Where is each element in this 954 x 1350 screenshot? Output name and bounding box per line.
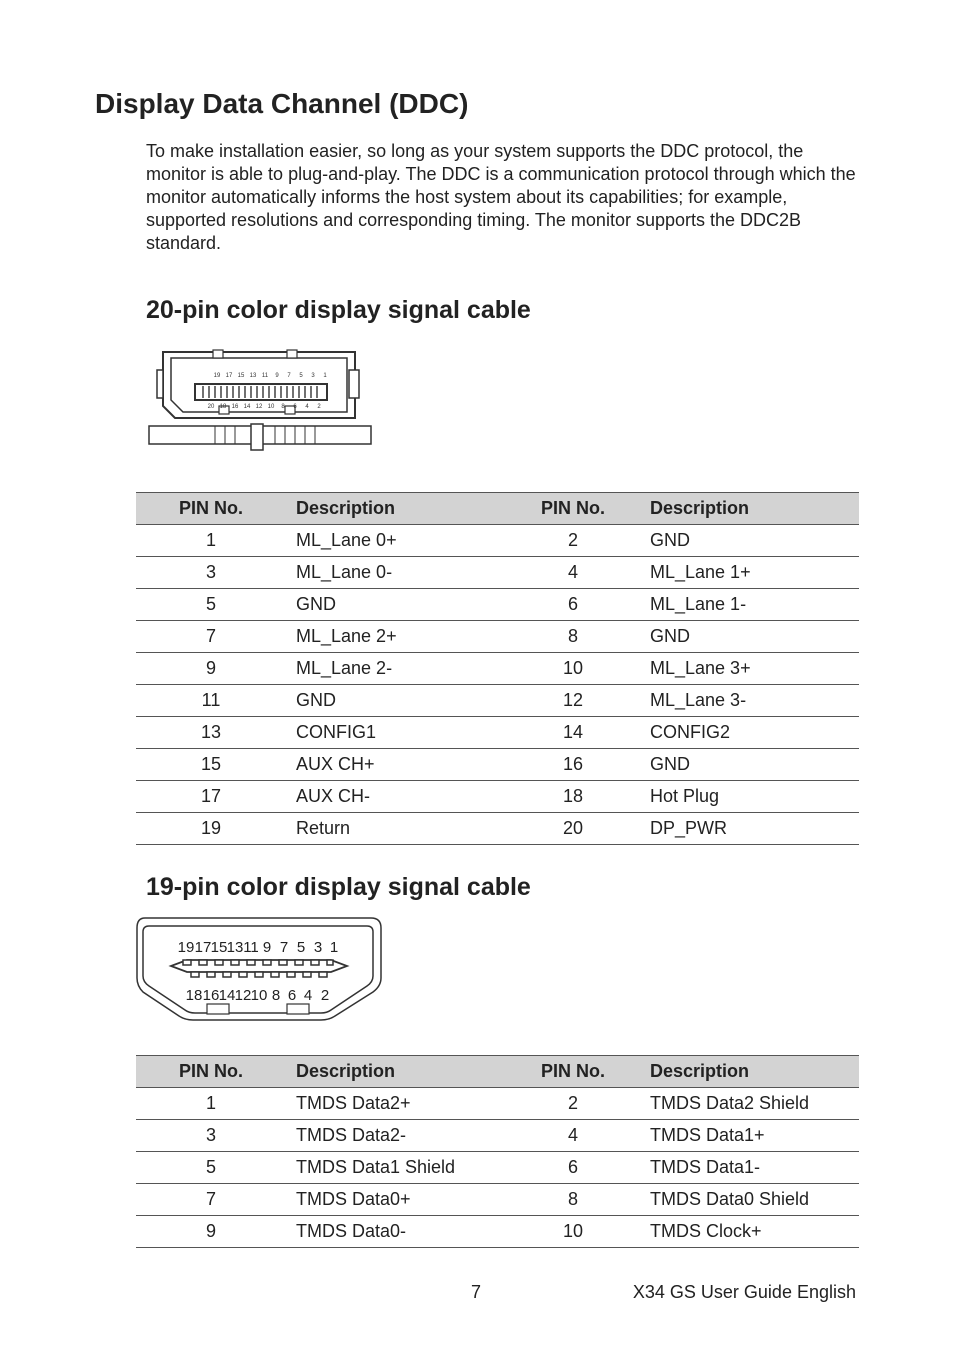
description-cell: DP_PWR: [633, 813, 859, 845]
hdmi-pin-label: 3: [313, 939, 323, 956]
dp-pin-label: 16: [231, 404, 239, 410]
pin-number-cell: 15: [136, 749, 286, 781]
description-cell: Hot Plug: [633, 781, 859, 813]
hdmi-pin-label: 14: [218, 987, 236, 1004]
dp-pin-label: 12: [255, 404, 263, 410]
description-cell: GND: [633, 749, 859, 781]
pin-number-cell: 5: [136, 589, 286, 621]
pin-number-cell: 9: [136, 1216, 286, 1248]
pin-number-cell: 8: [513, 621, 633, 653]
hdmi-pin-label: 8: [271, 987, 281, 1004]
hdmi-pin-label: 13: [226, 939, 244, 956]
description-cell: ML_Lane 2-: [286, 653, 513, 685]
hdmi-pin-label: 2: [320, 987, 330, 1004]
column-header: PIN No.: [136, 493, 286, 525]
description-cell: CONFIG1: [286, 717, 513, 749]
description-cell: GND: [286, 685, 513, 717]
pin-number-cell: 1: [136, 525, 286, 557]
dp-pin-label: 19: [213, 373, 221, 379]
column-header: Description: [633, 1056, 859, 1088]
description-cell: ML_Lane 1+: [633, 557, 859, 589]
table-row: [136, 1088, 859, 1120]
description-cell: GND: [286, 589, 513, 621]
section-19pin-title: 19-pin color display signal cable: [146, 873, 531, 901]
column-header: Description: [286, 493, 513, 525]
dp-pin-label: 18: [219, 404, 227, 410]
pin-number-cell: 11: [136, 685, 286, 717]
description-cell: TMDS Data1-: [633, 1152, 859, 1184]
column-header: Description: [286, 1056, 513, 1088]
dp-pin-label: 1: [323, 373, 327, 379]
pin-number-cell: 3: [136, 1120, 286, 1152]
hdmi-pin-label: 7: [279, 939, 289, 956]
dp-pin-label: 20: [207, 404, 215, 410]
column-header: PIN No.: [513, 1056, 633, 1088]
pin-number-cell: 14: [513, 717, 633, 749]
hdmi-pin-label: 18: [185, 987, 203, 1004]
table-row: [136, 717, 859, 749]
description-cell: TMDS Data1+: [633, 1120, 859, 1152]
pin-number-cell: 13: [136, 717, 286, 749]
displayport-connector-diagram: [145, 346, 375, 454]
dp-pin-label: 10: [267, 404, 275, 410]
table-row: [136, 589, 859, 621]
description-cell: TMDS Data2+: [286, 1088, 513, 1120]
table-row: [136, 557, 859, 589]
description-cell: AUX CH+: [286, 749, 513, 781]
hdmi-pin-label: 15: [210, 939, 228, 956]
dp-pin-label: 11: [261, 373, 269, 379]
hdmi-pin-label: 5: [296, 939, 306, 956]
hdmi-pin-label: 12: [234, 987, 252, 1004]
pin-number-cell: 12: [513, 685, 633, 717]
dp-pin-label: 6: [293, 404, 297, 410]
description-cell: GND: [633, 621, 859, 653]
dp-pin-label: 17: [225, 373, 233, 379]
dp-pin-label: 3: [311, 373, 315, 379]
hdmi-pin-label: 4: [303, 987, 313, 1004]
hdmi-pin-label: 16: [202, 987, 220, 1004]
table-row: [136, 653, 859, 685]
hdmi-pin-label: 9: [262, 939, 272, 956]
hdmi-connector-diagram: [135, 916, 385, 1026]
pin-number-cell: 4: [513, 1120, 633, 1152]
pin-number-cell: 2: [513, 1088, 633, 1120]
description-cell: ML_Lane 0+: [286, 525, 513, 557]
description-cell: TMDS Data2-: [286, 1120, 513, 1152]
column-header: Description: [633, 493, 859, 525]
pin-number-cell: 10: [513, 653, 633, 685]
pin-table-19: [136, 1055, 859, 1248]
pin-number-cell: 5: [136, 1152, 286, 1184]
hdmi-pin-label: 19: [177, 939, 195, 956]
table-row: [136, 621, 859, 653]
pin-number-cell: 8: [513, 1184, 633, 1216]
dp-pin-label: 14: [243, 404, 251, 410]
pin-number-cell: 20: [513, 813, 633, 845]
description-cell: TMDS Data2 Shield: [633, 1088, 859, 1120]
description-cell: Return: [286, 813, 513, 845]
pin-number-cell: 6: [513, 1152, 633, 1184]
pin-number-cell: 1: [136, 1088, 286, 1120]
table-row: [136, 813, 859, 845]
table-row: [136, 1120, 859, 1152]
hdmi-pin-label: 17: [194, 939, 212, 956]
pin-number-cell: 17: [136, 781, 286, 813]
pin-number-cell: 19: [136, 813, 286, 845]
pin-number-cell: 16: [513, 749, 633, 781]
table-row: [136, 1184, 859, 1216]
table-row: [136, 685, 859, 717]
page-number: 7: [471, 1282, 482, 1302]
column-header: PIN No.: [513, 493, 633, 525]
description-cell: ML_Lane 3+: [633, 653, 859, 685]
pin-table-20: [136, 492, 859, 845]
dp-pin-label: 8: [281, 404, 285, 410]
pin-number-cell: 10: [513, 1216, 633, 1248]
hdmi-pin-label: 6: [287, 987, 297, 1004]
dp-pin-label: 7: [287, 373, 291, 379]
description-cell: CONFIG2: [633, 717, 859, 749]
table-header-row: [136, 493, 859, 525]
description-cell: AUX CH-: [286, 781, 513, 813]
pin-number-cell: 4: [513, 557, 633, 589]
pin-number-cell: 3: [136, 557, 286, 589]
description-cell: TMDS Data0-: [286, 1216, 513, 1248]
column-header: PIN No.: [136, 1056, 286, 1088]
description-cell: TMDS Clock+: [633, 1216, 859, 1248]
table-row: [136, 525, 859, 557]
pin-number-cell: 2: [513, 525, 633, 557]
pin-number-cell: 7: [136, 1184, 286, 1216]
table-row: [136, 1216, 859, 1248]
table-row: [136, 749, 859, 781]
description-cell: ML_Lane 1-: [633, 589, 859, 621]
pin-number-cell: 18: [513, 781, 633, 813]
dp-pin-label: 9: [275, 373, 279, 379]
description-cell: ML_Lane 3-: [633, 685, 859, 717]
pin-number-cell: 9: [136, 653, 286, 685]
description-cell: TMDS Data1 Shield: [286, 1152, 513, 1184]
dp-pin-label: 4: [305, 404, 309, 410]
description-cell: ML_Lane 0-: [286, 557, 513, 589]
table-row: [136, 781, 859, 813]
footer-doc-title: X34 GS User Guide English: [632, 1282, 856, 1302]
dp-pin-label: 5: [299, 373, 303, 379]
table-row: [136, 1152, 859, 1184]
dp-pin-label: 15: [237, 373, 245, 379]
hdmi-pin-label: 1: [329, 939, 339, 956]
description-cell: TMDS Data0 Shield: [633, 1184, 859, 1216]
dp-pin-label: 2: [317, 404, 321, 410]
pin-number-cell: 6: [513, 589, 633, 621]
hdmi-pin-label: 11: [243, 939, 259, 956]
page-title: Display Data Channel (DDC): [95, 88, 469, 119]
hdmi-pin-label: 10: [250, 987, 268, 1004]
table-header-row: [136, 1056, 859, 1088]
section-20pin-title: 20-pin color display signal cable: [146, 296, 531, 324]
pin-number-cell: 7: [136, 621, 286, 653]
description-cell: GND: [633, 525, 859, 557]
description-cell: TMDS Data0+: [286, 1184, 513, 1216]
dp-pin-label: 13: [249, 373, 257, 379]
description-cell: ML_Lane 2+: [286, 621, 513, 653]
intro-paragraph: To make installation easier, so long as your system supports the DDC protocol, the monitor is able to plug-and-play. The DDC is a communication protocol through which the monitor automatically informs the host system about its capabilities; for example, supported resolutions and corresponding timing. The monitor supports the DDC2B standard.: [146, 141, 856, 253]
